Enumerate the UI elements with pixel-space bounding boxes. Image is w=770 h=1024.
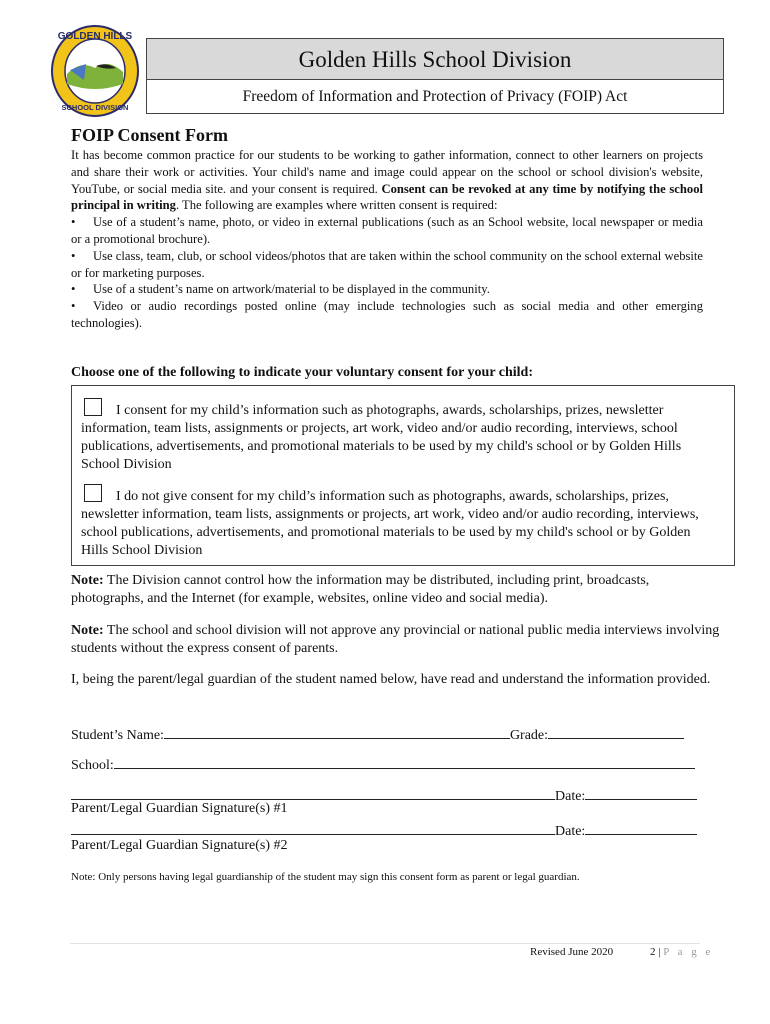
signature-row-2 (71, 820, 697, 840)
note-text: The school and school division will not approve any provincial or national public media interviews involving students without the express consent of parents. (71, 623, 720, 656)
page-number: 2 (650, 946, 656, 958)
date-label: Date: (555, 824, 586, 839)
date-1-field[interactable] (585, 785, 697, 800)
school-label: School: (71, 758, 114, 773)
consent-options-box (71, 385, 735, 566)
bullet-icon: • (71, 248, 76, 263)
note-interviews (71, 622, 721, 658)
school-row (71, 754, 695, 774)
choose-heading: Choose one of the following to indicate your voluntary consent for your child: (71, 365, 534, 380)
intro-section (71, 147, 703, 332)
date-2-field[interactable] (585, 820, 697, 835)
intro-paragraph (71, 147, 703, 214)
revised-date: Revised June 2020 (530, 946, 614, 958)
signature-2-field[interactable] (71, 820, 555, 835)
act-subtitle: Freedom of Information and Protection of Privacy (FOIP) Act (242, 88, 628, 105)
signature-2-label: Parent/Legal Guardian Signature(s) #2 (71, 838, 288, 853)
consent-checkbox[interactable] (84, 398, 102, 416)
page-indicator (650, 946, 713, 958)
revocation-text: Consent can be revoked at any time by notifying the school principal in writing (71, 181, 703, 213)
no-consent-checkbox[interactable] (84, 484, 102, 502)
grade-label: Grade: (509, 728, 549, 743)
signature-1-field[interactable] (71, 785, 555, 800)
student-name-label: Student’s Name: (71, 728, 164, 743)
school-division-logo (50, 24, 140, 118)
bullet-icon: • (71, 282, 76, 297)
date-label: Date: (555, 789, 586, 804)
note-distribution (71, 572, 721, 608)
school-field[interactable] (114, 754, 695, 769)
form-title: FOIP Consent Form (71, 125, 228, 145)
bullet-icon: • (71, 215, 76, 230)
note-label: Note: (71, 623, 104, 638)
guardianship-note: Note: Only persons having legal guardianship of the student may sign this consent form as parent or legal guardian. (71, 871, 580, 883)
list-item-text: Use of a student’s name on artwork/material to be displayed in the community. (93, 282, 490, 297)
note-label: Note: (71, 573, 104, 588)
student-row (71, 724, 684, 744)
page-word: P a g e (663, 946, 714, 958)
page-separator: | (658, 946, 661, 958)
svg-text:GOLDEN HILLS: GOLDEN HILLS (57, 31, 133, 42)
svg-text:SCHOOL DIVISION: SCHOOL DIVISION (61, 103, 129, 112)
list-item (71, 214, 703, 248)
list-item-text: Video or audio recordings posted online (may include technologies such as social media and other emerging technologies). (71, 299, 703, 330)
list-item-text: Use of a student’s name, photo, or video in external publications (such as an School website, local newspaper or media or a promotional brochure). (71, 215, 703, 246)
no-consent-option (81, 484, 721, 560)
no-consent-option-text: I do not give consent for my child’s information such as photographs, awards, scholarships, prizes, newsletter information, team lists, assignments or projects, art work, video and/or audio recording, interviews, school publications, advertisements, and promotional materials to be used by my child's school or by Golden Hills School Division (81, 489, 699, 558)
division-title: Golden Hills School Division (147, 39, 723, 80)
footer-divider (70, 943, 700, 944)
header-box (146, 38, 724, 114)
list-item (71, 248, 703, 282)
intro-text-end: . The following are examples where written consent is required: (175, 198, 498, 213)
intro-text: It has become common practice for our students to be working to gather information, connect to other learners on projects and share their work or activities. Your child's name and image could appear on the school or school division's website, YouTube, or social media site. and your consent is required. (71, 148, 703, 196)
signature-1-label: Parent/Legal Guardian Signature(s) #1 (71, 801, 288, 816)
grade-field[interactable] (548, 724, 684, 739)
consent-option (81, 398, 721, 474)
consent-option-text: I consent for my child’s information such as photographs, awards, scholarships, prizes, newsletter information, team lists, assignments or projects, art work, video and/or audio recording, interviews, school publications, advertisements, and promotional materials to be used by my child's school or by Golden Hills School Division (81, 403, 682, 472)
list-item-text: Use class, team, club, or school videos/photos that are taken within the school community on the school external website or for marketing purposes. (71, 248, 703, 280)
guardian-statement: I, being the parent/legal guardian of the student named below, have read and understand the information provided. (71, 672, 711, 687)
list-item (71, 298, 703, 332)
list-item (71, 281, 703, 298)
bullet-icon: • (71, 299, 76, 314)
note-text: The Division cannot control how the information may be distributed, including print, broadcasts, photographs, and the Internet (for example, websites, online video and social media). (71, 573, 650, 606)
student-name-field[interactable] (164, 724, 510, 739)
